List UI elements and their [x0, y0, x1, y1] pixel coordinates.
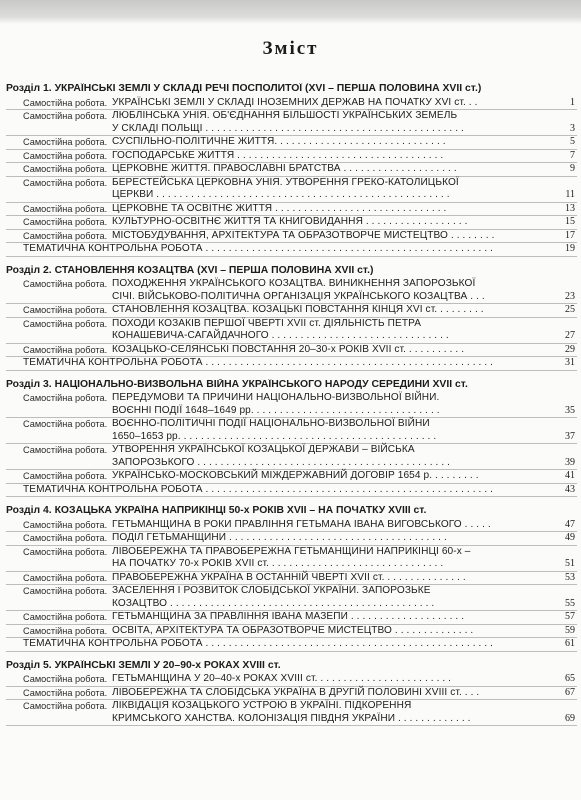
entry-type-label: Самостійна робота. [23, 393, 108, 403]
page-title: Зміст [262, 38, 319, 59]
entry-type-label: Самостійна робота. [23, 97, 108, 108]
entry-title: ГЕТЬМАНЩИНА В РОКИ ПРАВЛІННЯ ГЕТЬМАНА ІВАНА ВИГОВСЬКОГО . . . . . [112, 518, 491, 530]
toc-entry[interactable] [6, 572, 577, 586]
entry-title: СУСПІЛЬНО-ПОЛІТИЧНЕ ЖИТТЯ. . . . . . . . . . . . . . . . . . . . . . . . . . . . . . [112, 136, 446, 147]
page-number: 23 [565, 290, 575, 302]
toc-entry[interactable] [6, 216, 577, 230]
toc-entry[interactable] [6, 203, 577, 217]
page-number: 67 [565, 686, 575, 698]
section-heading: Розділ 5. УКРАЇНСЬКІ ЗЕМЛІ У 20–90-х РОКАХ XVIII ст. [6, 659, 281, 671]
entry-type-label: Самостійна робота. [23, 674, 108, 684]
toc-entry[interactable] [6, 700, 577, 726]
entry-type-label: Самостійна робота. [23, 137, 108, 147]
section-heading: Розділ 3. НАЦІОНАЛЬНО-ВИЗВОЛЬНА ВІЙНА УКРАЇНСЬКОГО НАРОДУ СЕРЕДИНИ XVII ст. [6, 378, 468, 390]
entry-title: УТВОРЕННЯ УКРАЇНСЬКОЇ КОЗАЦЬКОЇ ДЕРЖАВИ – ВІЙСЬКА ЗАПОРОЗЬКОГО . . . . . . . . . . . . . . . . . . . . . . . . . . . . . . . . . . . . . . . . . . . . [112, 444, 451, 468]
entry-type-label: Самостійна робота. [23, 177, 108, 188]
table-of-contents [6, 83, 577, 734]
entry-title: КОЗАЦЬКО-СЕЛЯНСЬКІ ПОВСТАННЯ 20–30-х РОКІВ XVII ст. . . . . . . . . . . [112, 343, 465, 355]
page-number: 65 [565, 673, 575, 684]
toc-entry[interactable] [6, 163, 577, 177]
toc-entry[interactable] [6, 304, 577, 318]
entry-type-label: Самостійна робота. [23, 625, 108, 636]
entry-type-label: Самостійна робота. [23, 419, 108, 429]
entry-type-label: Самостійна робота. [23, 305, 108, 315]
entry-title: СТАНОВЛЕННЯ КОЗАЦТВА. КОЗАЦЬКІ ПОВСТАННЯ КІНЦЯ XVI ст. . . . . . . . . [112, 304, 484, 315]
toc-entry[interactable] [6, 177, 577, 203]
page-number: 69 [565, 712, 575, 724]
entry-title: ЛІВОБЕРЕЖНА ТА ПРАВОБЕРЕЖНА ГЕТЬМАНЩИНИ НАПРИКІНЦІ 60-х – НА ПОЧАТКУ 70-х РОКІВ XVII ст. . . . . . . . . . . . . . . . . . . . . . . . . . . . . . . [112, 545, 471, 569]
page-number: 13 [565, 202, 575, 214]
toc-entry[interactable] [6, 110, 577, 136]
page-number: 17 [565, 229, 575, 241]
toc-section [6, 83, 577, 257]
toc-entry[interactable] [6, 392, 577, 418]
toc-section [6, 660, 577, 727]
entry-title: ЛІКВІДАЦІЯ КОЗАЦЬКОГО УСТРОЮ В УКРАЇНІ. ПІДКОРЕННЯ КРИМСЬКОГО ХАНСТВА. КОЛОНІЗАЦІЯ ПІВДНЯ УКРАЇНИ . . . . . . . . . . . . . [112, 700, 471, 724]
entry-type-label: Самостійна робота. [23, 164, 108, 174]
entry-type-label: Самостійна робота. [23, 519, 108, 530]
page-number: 9 [570, 163, 575, 174]
entry-title: ТЕМАТИЧНА КОНТРОЛЬНА РОБОТА . . . . . . . . . . . . . . . . . . . . . . . . . . . . . . . . . . . . . . . . . . . . . . . . . . [23, 638, 494, 649]
page-number: 31 [565, 357, 575, 368]
toc-entry[interactable] [6, 318, 577, 344]
entry-title: ГЕТЬМАНЩИНА ЗА ПРАВЛІННЯ ІВАНА МАЗЕПИ . . . . . . . . . . . . . . . . . . . . [112, 611, 465, 622]
entry-title: МІСТОБУДУВАННЯ, АРХІТЕКТУРА ТА ОБРАЗОТВОРЧЕ МИСТЕЦТВО . . . . . . . . [112, 229, 495, 241]
entry-type-label: Самостійна робота. [23, 318, 108, 329]
entry-type-label: Самостійна робота. [23, 471, 108, 481]
entry-title: ТЕМАТИЧНА КОНТРОЛЬНА РОБОТА . . . . . . . . . . . . . . . . . . . . . . . . . . . . . . . . . . . . . . . . . . . . . . . . . . [23, 357, 494, 368]
entry-type-label: Самостійна робота. [23, 612, 108, 622]
entry-title: ПОХОДИ КОЗАКІВ ПЕРШОЇ ЧВЕРТІ XVII ст. ДІЯЛЬНІСТЬ ПЕТРА КОНАШЕВИЧА-САГАЙДАЧНОГО . . . . . . . . . . . . . . . . . . . . . . . . . . . . . . . [112, 317, 449, 341]
toc-entry[interactable] [6, 357, 577, 371]
toc-section [6, 505, 577, 652]
entry-title: ПРАВОБЕРЕЖНА УКРАЇНА В ОСТАННІЙ ЧВЕРТІ XVII ст. . . . . . . . . . . . . . . [112, 571, 466, 583]
entry-title: БЕРЕСТЕЙСЬКА ЦЕРКОВНА УНІЯ. УТВОРЕННЯ ГРЕКО-КАТОЛИЦЬКОЇ ЦЕРКВИ . . . . . . . . . . . . . . . . . . . . . . . . . . . . . . . . . . . . . . . . . . . . . . . . . . . [112, 176, 459, 200]
page-number: 15 [565, 216, 575, 227]
page-number: 51 [565, 558, 575, 569]
page-number: 59 [565, 624, 575, 636]
toc-entry[interactable] [6, 585, 577, 611]
page-number: 53 [565, 571, 575, 583]
section-heading: Розділ 4. КОЗАЦЬКА УКРАЇНА НАПРИКІНЦІ 50-х РОКІВ XVII – НА ПОЧАТКУ XVIII ст. [6, 505, 427, 516]
page-number: 19 [565, 243, 575, 254]
toc-entry[interactable] [6, 532, 577, 546]
toc-entry[interactable] [6, 470, 577, 484]
entry-type-label: Самостійна робота. [23, 586, 108, 596]
page-number: 27 [565, 330, 575, 341]
toc-entry[interactable] [6, 243, 577, 257]
entry-type-label: Самостійна робота. [23, 111, 108, 121]
entry-type-label: Самостійна робота. [23, 279, 108, 289]
page-number: 41 [565, 470, 575, 481]
toc-entry[interactable] [6, 344, 577, 358]
entry-title: ЗАСЕЛЕННЯ І РОЗВИТОК СЛОБІДСЬКОЇ УКРАЇНИ. ЗАПОРОЗЬКЕ КОЗАЦТВО . . . . . . . . . . . . . . . . . . . . . . . . . . . . . . . . . . . . . . . . . . . . . . [112, 585, 435, 609]
toc-entry[interactable] [6, 519, 577, 533]
entry-title: ТЕМАТИЧНА КОНТРОЛЬНА РОБОТА . . . . . . . . . . . . . . . . . . . . . . . . . . . . . . . . . . . . . . . . . . . . . . . . . . [23, 243, 494, 254]
toc-entry[interactable] [6, 444, 577, 470]
entry-type-label: Самостійна робота. [23, 701, 108, 711]
entry-title: ОСВІТА, АРХІТЕКТУРА ТА ОБРАЗОТВОРЧЕ МИСТЕЦТВО . . . . . . . . . . . . . . [112, 624, 474, 636]
toc-section [6, 265, 577, 371]
page-number: 5 [570, 136, 575, 147]
entry-title: ТЕМАТИЧНА КОНТРОЛЬНА РОБОТА . . . . . . . . . . . . . . . . . . . . . . . . . . . . . . . . . . . . . . . . . . . . . . . . . . [23, 483, 494, 495]
page-number: 57 [565, 611, 575, 622]
entry-type-label: Самостійна робота. [23, 533, 108, 543]
page-number: 35 [565, 404, 575, 416]
entry-title: ВОЄННО-ПОЛІТИЧНІ ПОДІЇ НАЦІОНАЛЬНО-ВИЗВОЛЬНОЇ ВІЙНИ 1650–1653 рр. . . . . . . . . . . . . . . . . . . . . . . . . . . . . . . . . . . . . . . . . . . . . [112, 418, 437, 442]
entry-type-label: Самостійна робота. [23, 546, 108, 557]
toc-entry[interactable] [6, 278, 577, 304]
toc-entry[interactable] [6, 230, 577, 244]
entry-title: УКРАЇНСЬКІ ЗЕМЛІ У СКЛАДІ ІНОЗЕМНИХ ДЕРЖАВ НА ПОЧАТКУ XVI ст. . . [112, 96, 478, 108]
toc-entry[interactable] [6, 418, 577, 444]
entry-title: ГЕТЬМАНЩИНА У 20–40-х РОКАХ XVIII ст. . . . . . . . . . . . . . . . . . . . . . . . [112, 673, 452, 684]
page-top-shadow [0, 0, 581, 24]
page-number: 39 [565, 456, 575, 468]
page-number: 49 [565, 532, 575, 543]
entry-title: ЛЮБЛІНСЬКА УНІЯ. ОБ'ЄДНАННЯ БІЛЬШОСТІ УКРАЇНСЬКИХ ЗЕМЕЛЬ У СКЛАДІ ПОЛЬЩІ . . . . . . . . . . . . . . . . . . . . . . . . . . . . . . . . . . . . . . . . . . . . . [112, 110, 464, 134]
page-number: 25 [565, 304, 575, 315]
section-heading: Розділ 1. УКРАЇНСЬКІ ЗЕМЛІ У СКЛАДІ РЕЧІ ПОСПОЛИТОЇ (XVI – ПЕРША ПОЛОВИНА XVII ст.) [6, 83, 482, 94]
page-number: 55 [565, 597, 575, 609]
toc-entry[interactable] [6, 625, 577, 639]
entry-type-label: Самостійна робота. [23, 445, 108, 455]
entry-title: ПЕРЕДУМОВИ ТА ПРИЧИНИ НАЦІОНАЛЬНО-ВИЗВОЛЬНОЇ ВІЙНИ. ВОЄННІ ПОДІЇ 1648–1649 рр. . . . . . . . . . . . . . . . . . . . . . . . . . . . . . . . . [112, 392, 440, 416]
entry-type-label: Самостійна робота. [23, 687, 108, 698]
page-number: 29 [565, 343, 575, 355]
toc-entry[interactable] [6, 546, 577, 572]
toc-entry[interactable] [6, 97, 577, 111]
toc-entry[interactable] [6, 150, 577, 164]
entry-type-label: Самостійна робота. [23, 203, 108, 214]
toc-entry[interactable] [6, 611, 577, 625]
toc-entry[interactable] [6, 484, 577, 498]
page-number: 37 [565, 430, 575, 442]
page-number: 47 [565, 518, 575, 530]
entry-title: УКРАЇНСЬКО-МОСКОВСЬКИЙ МІЖДЕРЖАВНИЙ ДОГОВІР 1654 р. . . . . . . . . [112, 470, 479, 481]
page-number: 11 [565, 189, 575, 200]
page-number: 43 [565, 483, 575, 495]
entry-type-label: Самостійна робота. [23, 217, 108, 227]
toc-section [6, 379, 577, 498]
entry-title: ЦЕРКОВНЕ ЖИТТЯ. ПРАВОСЛАВНІ БРАТСТВА . . . . . . . . . . . . . . . . . . . . [112, 163, 457, 174]
entry-type-label: Самостійна робота. [23, 150, 108, 161]
entry-title: ЦЕРКОВНЕ ТА ОСВІТНЄ ЖИТТЯ . . . . . . . . . . . . . . . . . . . . . . . . . . . . . . [112, 202, 447, 214]
entry-title: ГОСПОДАРСЬКЕ ЖИТТЯ . . . . . . . . . . . . . . . . . . . . . . . . . . . . . . . . . . . . [112, 149, 444, 161]
entry-type-label: Самостійна робота. [23, 230, 108, 241]
entry-type-label: Самостійна робота. [23, 572, 108, 583]
toc-entry[interactable] [6, 687, 577, 701]
toc-entry[interactable] [6, 673, 577, 687]
section-heading: Розділ 2. СТАНОВЛЕННЯ КОЗАЦТВА (XVI – ПЕРША ПОЛОВИНА XVII ст.) [6, 264, 374, 276]
entry-title: КУЛЬТУРНО-ОСВІТНЄ ЖИТТЯ ТА КНИГОВИДАННЯ . . . . . . . . . . . . . . . . . . [112, 216, 468, 227]
entry-title: ПОДІЛ ГЕТЬМАНЩИНИ . . . . . . . . . . . . . . . . . . . . . . . . . . . . . . . . . . . . . . [112, 532, 447, 543]
toc-entry[interactable] [6, 136, 577, 150]
page-number: 3 [570, 122, 575, 134]
page-number: 61 [565, 638, 575, 649]
entry-title: ЛІВОБЕРЕЖНА ТА СЛОБІДСЬКА УКРАЇНА В ДРУГІЙ ПОЛОВИНІ XVIII ст. . . . [112, 686, 480, 698]
entry-title: ПОХОДЖЕННЯ УКРАЇНСЬКОГО КОЗАЦТВА. ВИНИКНЕННЯ ЗАПОРОЗЬКОЇ СІЧІ. ВІЙСЬКОВО-ПОЛІТИЧНА ОРГАНІЗАЦІЯ УКРАЇНСЬКОГО КОЗАЦТВА . . . [112, 278, 485, 302]
page-number: 1 [570, 96, 575, 108]
page-number: 7 [570, 149, 575, 161]
entry-type-label: Самостійна робота. [23, 344, 108, 355]
toc-entry[interactable] [6, 638, 577, 652]
